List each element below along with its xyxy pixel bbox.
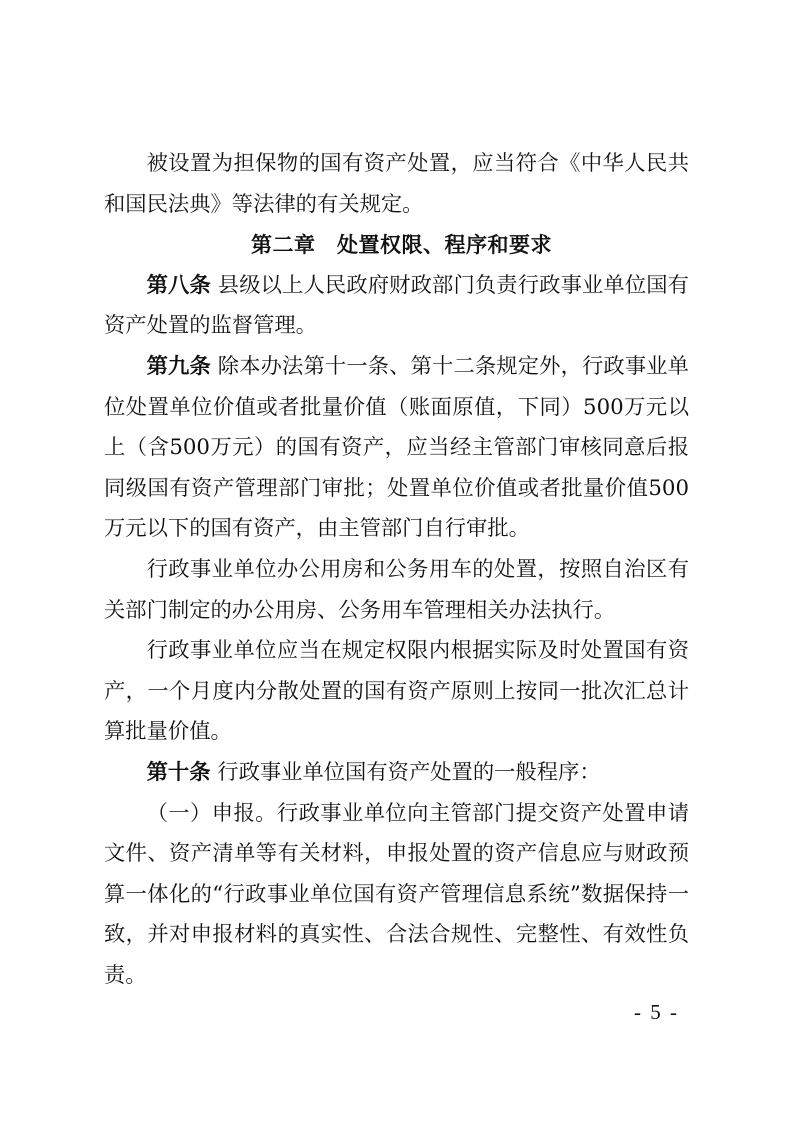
page-number: - 5 -: [634, 1000, 679, 1024]
paragraph-text: （一）申报。行政事业单位向主管部门提交资产处置申请文件、资产清单等有关材料，申报处置的资产信息应与财政预算一体化的“行政事业单位国有资产管理信息系统”数据保持一致，并对申报材料的真实性、合法合规性、完整性、有效性负责。: [104, 800, 689, 988]
article-10-text: 行政事业单位国有资产处置的一般程序：: [210, 759, 601, 785]
paragraph-text: 行政事业单位应当在规定权限内根据实际及时处置国有资产，一个月度内分散处置的国有资产原则上按同一批次汇总计算批量价值。: [104, 638, 689, 745]
paragraph-office-vehicles: [104, 550, 689, 631]
paragraph-collateral-disposal: [104, 144, 689, 225]
article-9-label: 第九条: [146, 353, 211, 379]
article-9-text: 除本办法第十一条、第十二条规定外，行政事业单位处置单位价值或者批量价值（账面原值，下同）500万元以上（含500万元）的国有资产，应当经主管部门审核同意后报同级国有资产管理部门审批；处置单位价值或者批量价值500万元以下的国有资产，由主管部门自行审批。: [104, 353, 689, 542]
document-body: [104, 144, 689, 996]
article-10: [104, 753, 689, 794]
paragraph-text: 被设置为担保物的国有资产处置，应当符合《中华人民共和国民法典》等法律的有关规定。: [104, 151, 689, 217]
article-8: [104, 266, 689, 347]
paragraph-batch-value: [104, 631, 689, 753]
article-10-label: 第十条: [146, 759, 211, 785]
article-8-label: 第八条: [146, 272, 211, 298]
paragraph-step-declaration: [104, 794, 689, 997]
paragraph-text: 行政事业单位办公用房和公务用车的处置，按照自治区有关部门制定的办公用房、公务用车管理相关办法执行。: [104, 556, 689, 623]
chapter-heading: 第二章 处置权限、程序和要求: [251, 233, 552, 258]
article-8-text: 县级以上人民政府财政部门负责行政事业单位国有资产处置的监督管理。: [104, 272, 689, 339]
article-9: [104, 347, 689, 550]
